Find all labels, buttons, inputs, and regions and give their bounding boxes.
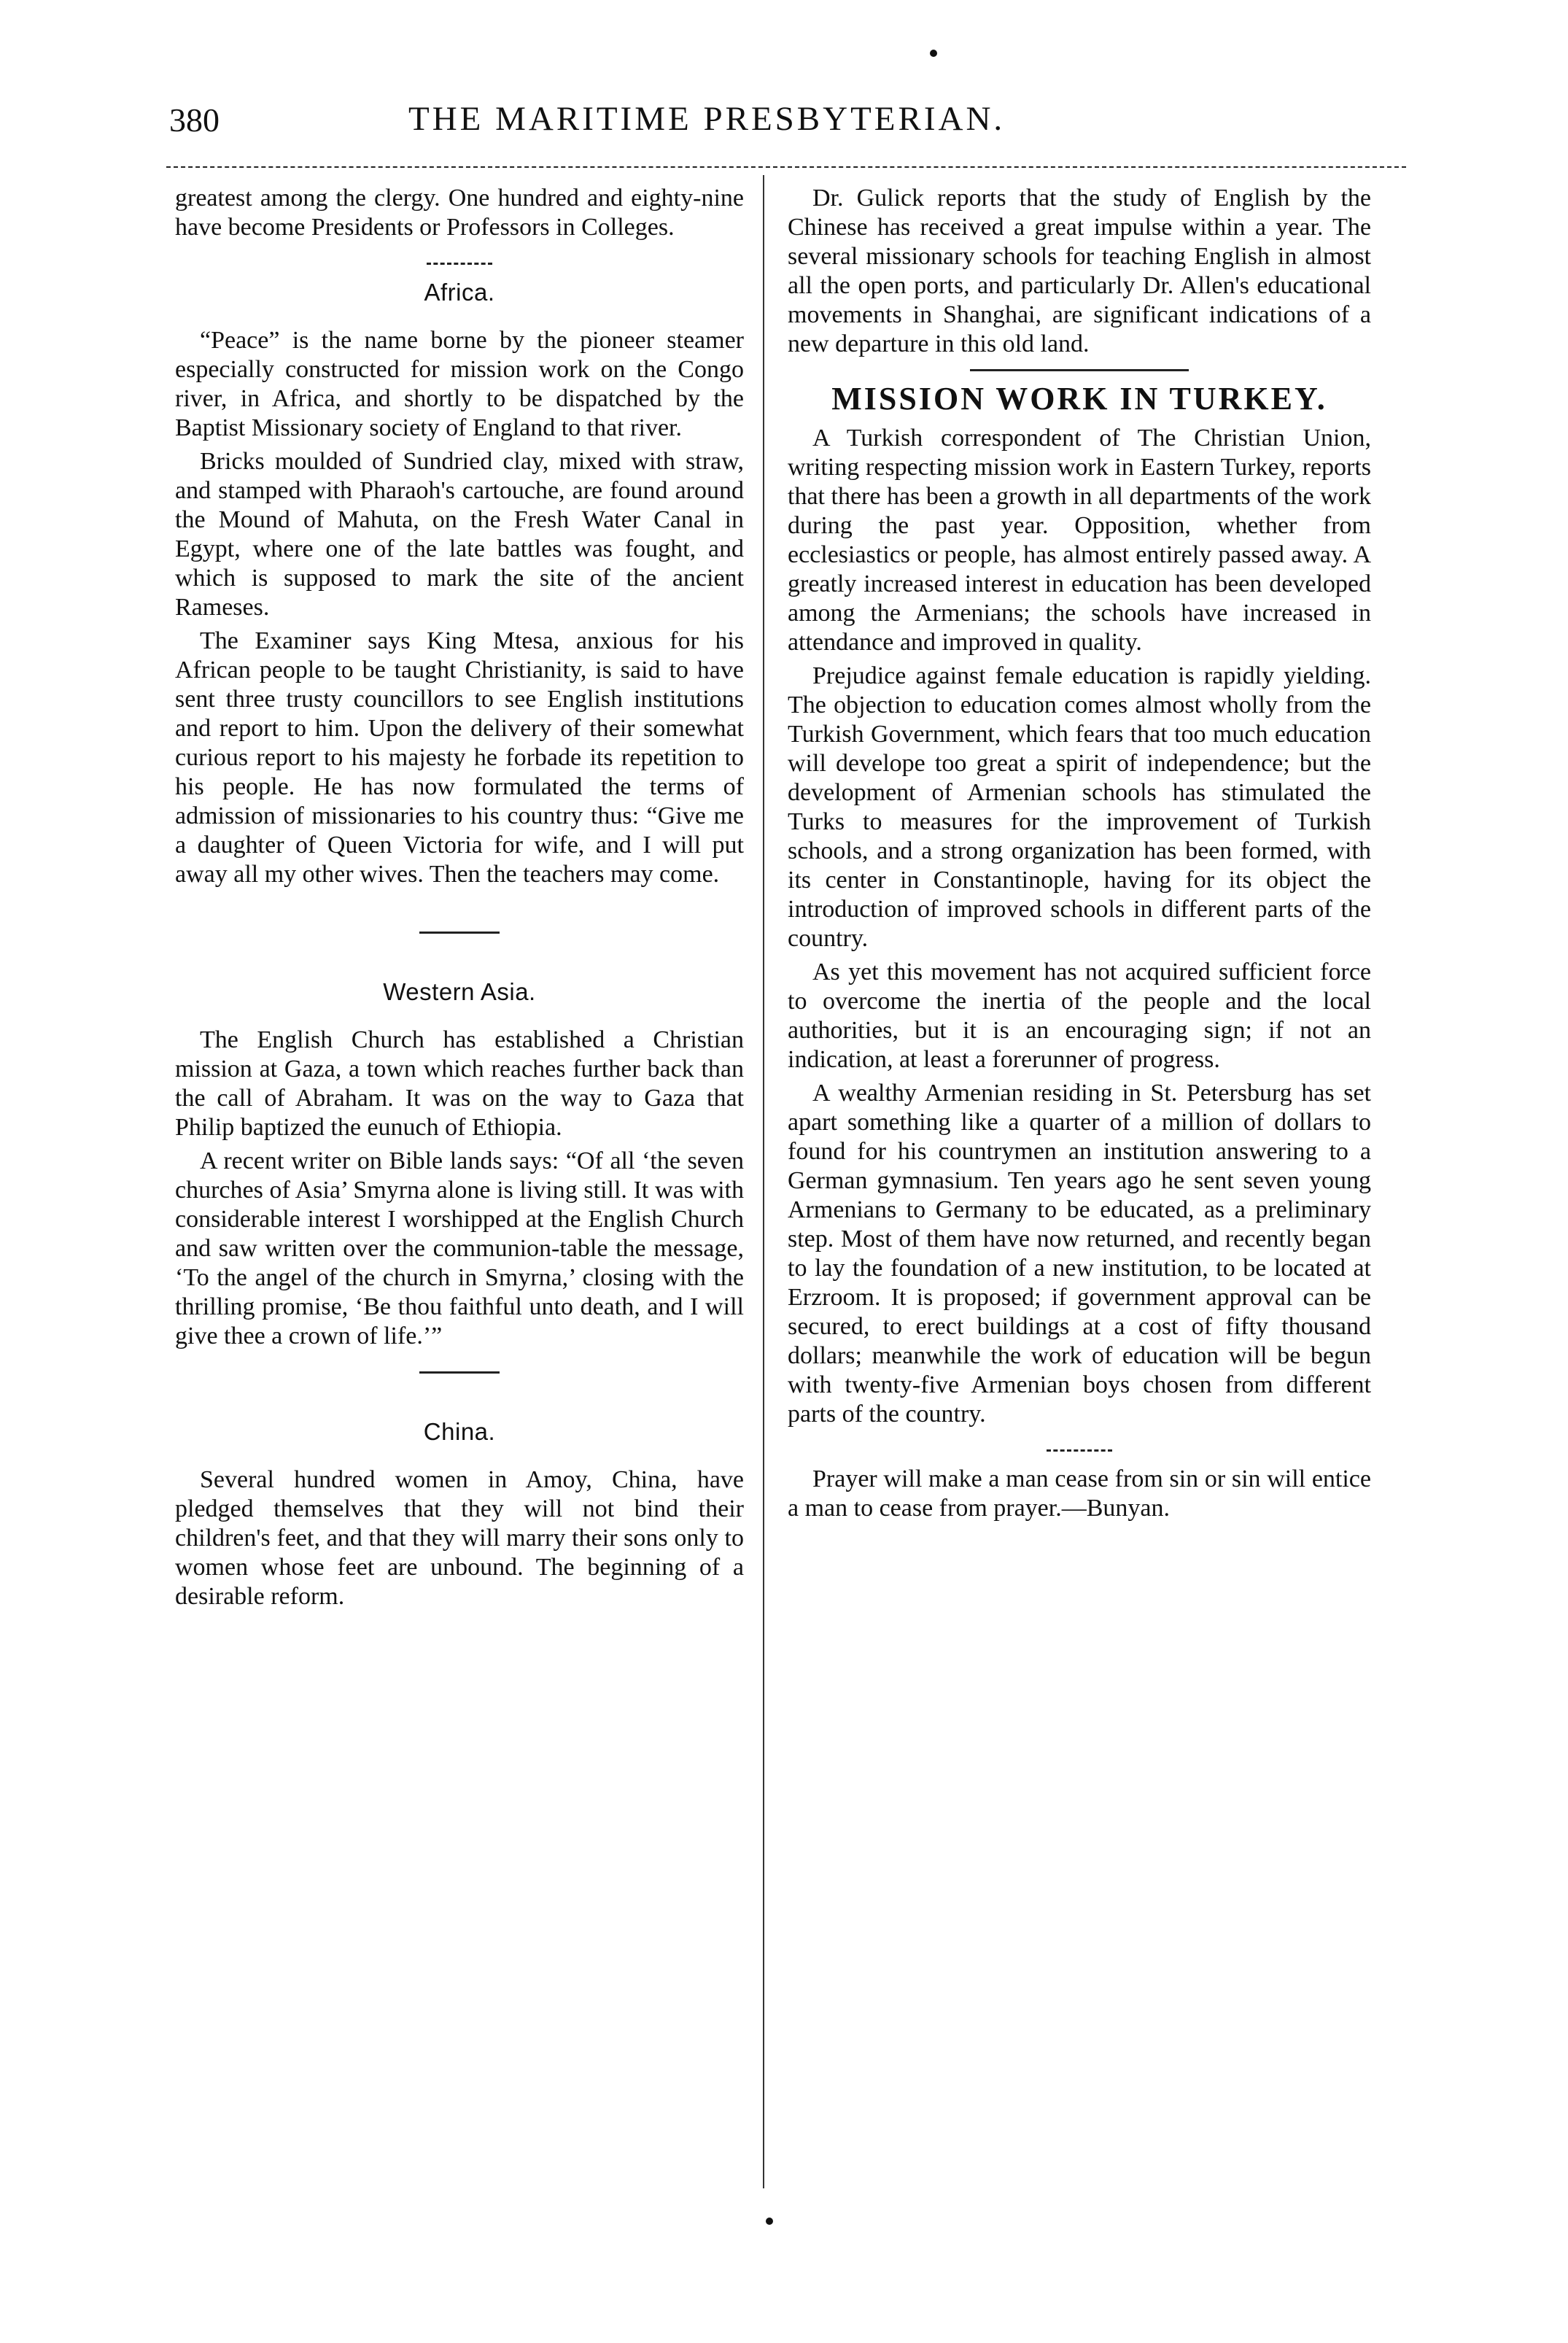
section-separator [427,263,492,265]
article-paragraph: “Peace” is the name borne by the pioneer steamer especially constructed for mission work on the Congo river, in Africa, and shortly to be dispatched by the Baptist Missionary society of England to that river. [175,327,744,441]
article-paragraph: A Turkish correspondent of The Christian Union, writing respecting mission work in Eastern Turkey, reports that there has been a growth in all departments of the work during the past year. Opposition, whether from ecclesiastics or people, has almost entirely passed away. A greatly increased interest in education has been developed among the Armenians; the schools have increased in attendance and improved in quality. [788,425,1371,656]
section-heading-africa: Africa. [424,279,495,306]
article-paragraph: Bricks moulded of Sundried clay, mixed with straw, and stamped with Pharaoh's cartouche, are found around the Mound of Mahuta, on the Fresh Water Canal in Egypt, where one of the late battles was fought, and which is supposed to mark the site of the ancient Rameses. [175,448,744,621]
section-heading-western-asia: Western Asia. [383,978,536,1005]
page-mark-top [930,50,937,57]
section-separator [970,369,1189,371]
article-paragraph: The Examiner says King Mtesa, anxious for his African people to be taught Christianity, is said to have sent three trusty councillors to see English institutions and report to him. Upon the delivery of their somewhat curious report to his majesty he forbade its repetition to his people. He has now formulated the terms of admission of missionaries to his country thus: “Give me a daughter of Queen Victoria for wife, and I will put away all my other wives. Then the teachers may come. [175,627,744,888]
closing-quote: Prayer will make a man cease from sin or sin will entice a man to cease from prayer.—Bunyan. [788,1465,1371,1522]
continued-paragraph: greatest among the clergy. One hundred and eighty-nine have become Presidents or Professors in Colleges. [175,185,744,241]
column-divider [763,175,764,2188]
running-head: THE MARITIME PRESBYTERIAN. [408,100,1006,138]
main-heading-mission-work: MISSION WORK IN TURKEY. [831,381,1327,417]
article-paragraph: A wealthy Armenian residing in St. Petersburg has set apart something like a quarter of a million of dollars to found for his countrymen an institution answering to a German gymnasium. Ten years ago he sent seven young Armenians to Germany to be educated, as a preliminary step. Most of them have now returned, and recently began to lay the foundation of a new institution, to be located at Erzroom. It is proposed; if government approval can be secured, to erect buildings at a cost of fifty thousand dollars; meanwhile the work of education will be begun with twenty-five Armenian boys chosen from different parts of the country. [788,1080,1371,1428]
article-paragraph: Several hundred women in Amoy, China, have pledged themselves that they will not bind their children's feet, and that they will marry their sons only to women whose feet are unbound. The beginning of a desirable reform. [175,1466,744,1610]
right-column [788,184,1371,1527]
header-rule [166,166,1406,168]
page-mark-bottom [766,2218,773,2225]
page-number: 380 [169,101,220,139]
article-paragraph: A recent writer on Bible lands says: “Of all ‘the seven churches of Asia’ Smyrna alone is living still. It was with considerable interest I worshipped at the English Church and saw written over the communion-table the message, ‘To the angel of the church in Smyrna,’ closing with the thrilling promise, ‘Be thou faithful unto death, and I will give thee a crown of life.’” [175,1147,744,1349]
article-paragraph: The English Church has established a Christian mission at Gaza, a town which reaches further back than the call of Abraham. It was on the way to Gaza that Philip baptized the eunuch of Ethiopia. [175,1026,744,1141]
section-separator [1047,1449,1112,1452]
article-paragraph: Dr. Gulick reports that the study of English by the Chinese has received a great impulse within a year. The several missionary schools for teaching English in almost all the open ports, and particularly Dr. Allen's educational movements in Shanghai, are significant indications of a new departure in this old land. [788,185,1371,357]
article-paragraph: As yet this movement has not acquired sufficient force to overcome the inertia of the people and the local authorities, but it is an encouraging sign; if not an indication, at least a forerunner of progress. [788,958,1371,1073]
section-heading-china: China. [423,1418,496,1445]
article-paragraph: Prejudice against female education is rapidly yielding. The objection to education comes almost wholly from the Turkish Government, which fears that too much education will develope too great a spirit of independence; but the development of Armenian schools has stimulated the Turks to measures for the improvement of Turkish schools, and a strong organization has been formed, with its center in Constantinople, having for its object the introduction of improved schools in different parts of the country. [788,662,1371,952]
section-separator [419,1371,500,1374]
left-column [175,184,744,1616]
section-separator [419,932,500,934]
